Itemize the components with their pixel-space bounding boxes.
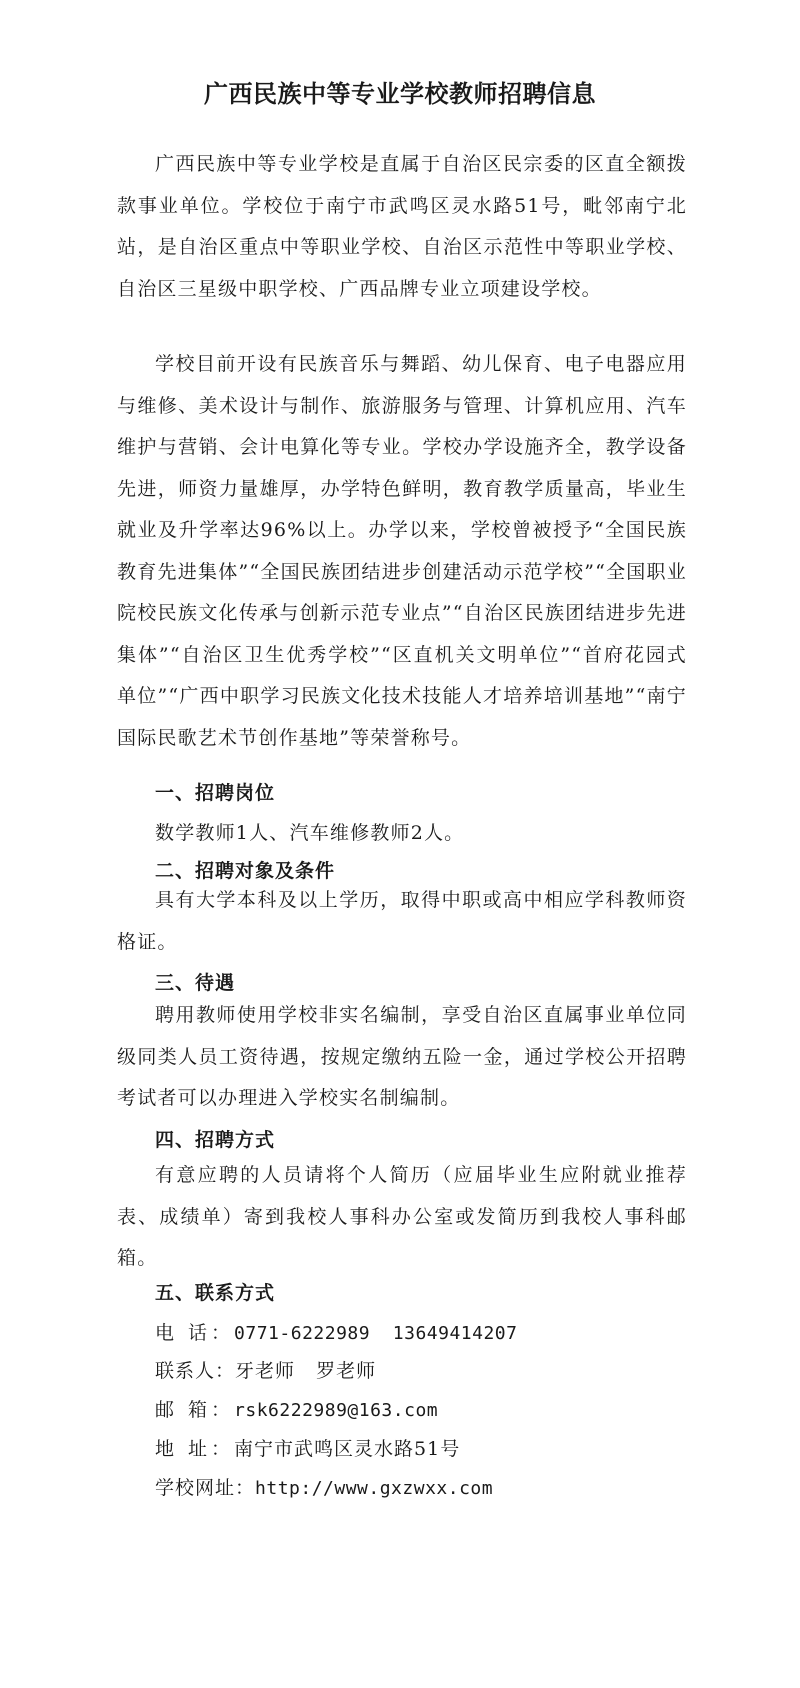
phone-value: 0771-6222989 13649414207 — [234, 1323, 518, 1344]
section-heading-contact: 五、联系方式 — [155, 1282, 276, 1304]
method-text: 有意应聘的人员请将个人简历（应届毕业生应附就业推荐表、成绩单）寄到我校人事科办公室或发简历到我校人事科邮箱。 — [117, 1164, 687, 1269]
person-label: 联系人： — [155, 1360, 236, 1382]
email-label: 邮 箱： — [155, 1399, 235, 1421]
positions-text: 数学教师1人、汽车维修教师2人。 — [155, 822, 465, 844]
intro-paragraph-1: 广西民族中等专业学校是直属于自治区民宗委的区直全额拨款事业单位。学校位于南宁市武鸣区灵水路51号，毗邻南宁北站，是自治区重点中等职业学校、自治区示范性中等职业学校、自治区三星级中职学校、广西品牌专业立项建设学校。 — [117, 153, 687, 300]
contact-person-row — [155, 1356, 376, 1383]
contact-phone-row — [155, 1318, 517, 1345]
address-label: 地 址： — [155, 1438, 235, 1460]
intro-paragraph-2: 学校目前开设有民族音乐与舞蹈、幼儿保育、电子电器应用与维修、美术设计与制作、旅游服务与管理、计算机应用、汽车维护与营销、会计电算化等专业。学校办学设施齐全，教学设备先进，师资力量雄厚，办学特色鲜明，教育教学质量高，毕业生就业及升学率达96%以上。办学以来，学校曾被授予“全国民族教育先进集体”“全国民族团结进步创建活动示范学校”“全国职业院校民族文化传承与创新示范专业点”“自治区民族团结进步先进集体”“自治区卫生优秀学校”“区直机关文明单位”“首府花园式单位”“广西中职学习民族文化技术技能人才培养培训基地”“南宁国际民歌艺术节创作基地”等荣誉称号。 — [117, 353, 687, 749]
section-heading-positions: 一、招聘岗位 — [155, 782, 276, 804]
website-value: http://www.gxzwxx.com — [255, 1478, 494, 1499]
benefits-text: 聘用教师使用学校非实名编制，享受自治区直属事业单位同级同类人员工资待遇，按规定缴纳五险一金，通过学校公开招聘考试者可以办理进入学校实名制编制。 — [117, 1004, 687, 1109]
contact-website-row — [155, 1473, 493, 1500]
section-heading-requirements: 二、招聘对象及条件 — [155, 860, 336, 882]
page-title: 广西民族中等专业学校教师招聘信息 — [204, 80, 596, 108]
contact-email-row — [155, 1395, 438, 1422]
contact-address-row — [155, 1434, 460, 1461]
section-heading-method: 四、招聘方式 — [155, 1129, 276, 1151]
requirements-text: 具有大学本科及以上学历，取得中职或高中相应学科教师资格证。 — [117, 889, 687, 953]
person-value: 牙老师 罗老师 — [235, 1360, 377, 1382]
website-label: 学校网址： — [155, 1477, 256, 1499]
address-value: 南宁市武鸣区灵水路51号 — [234, 1438, 461, 1460]
section-heading-benefits: 三、待遇 — [155, 972, 236, 994]
phone-label: 电 话： — [155, 1322, 235, 1344]
email-value: rsk6222989@163.com — [234, 1400, 439, 1421]
